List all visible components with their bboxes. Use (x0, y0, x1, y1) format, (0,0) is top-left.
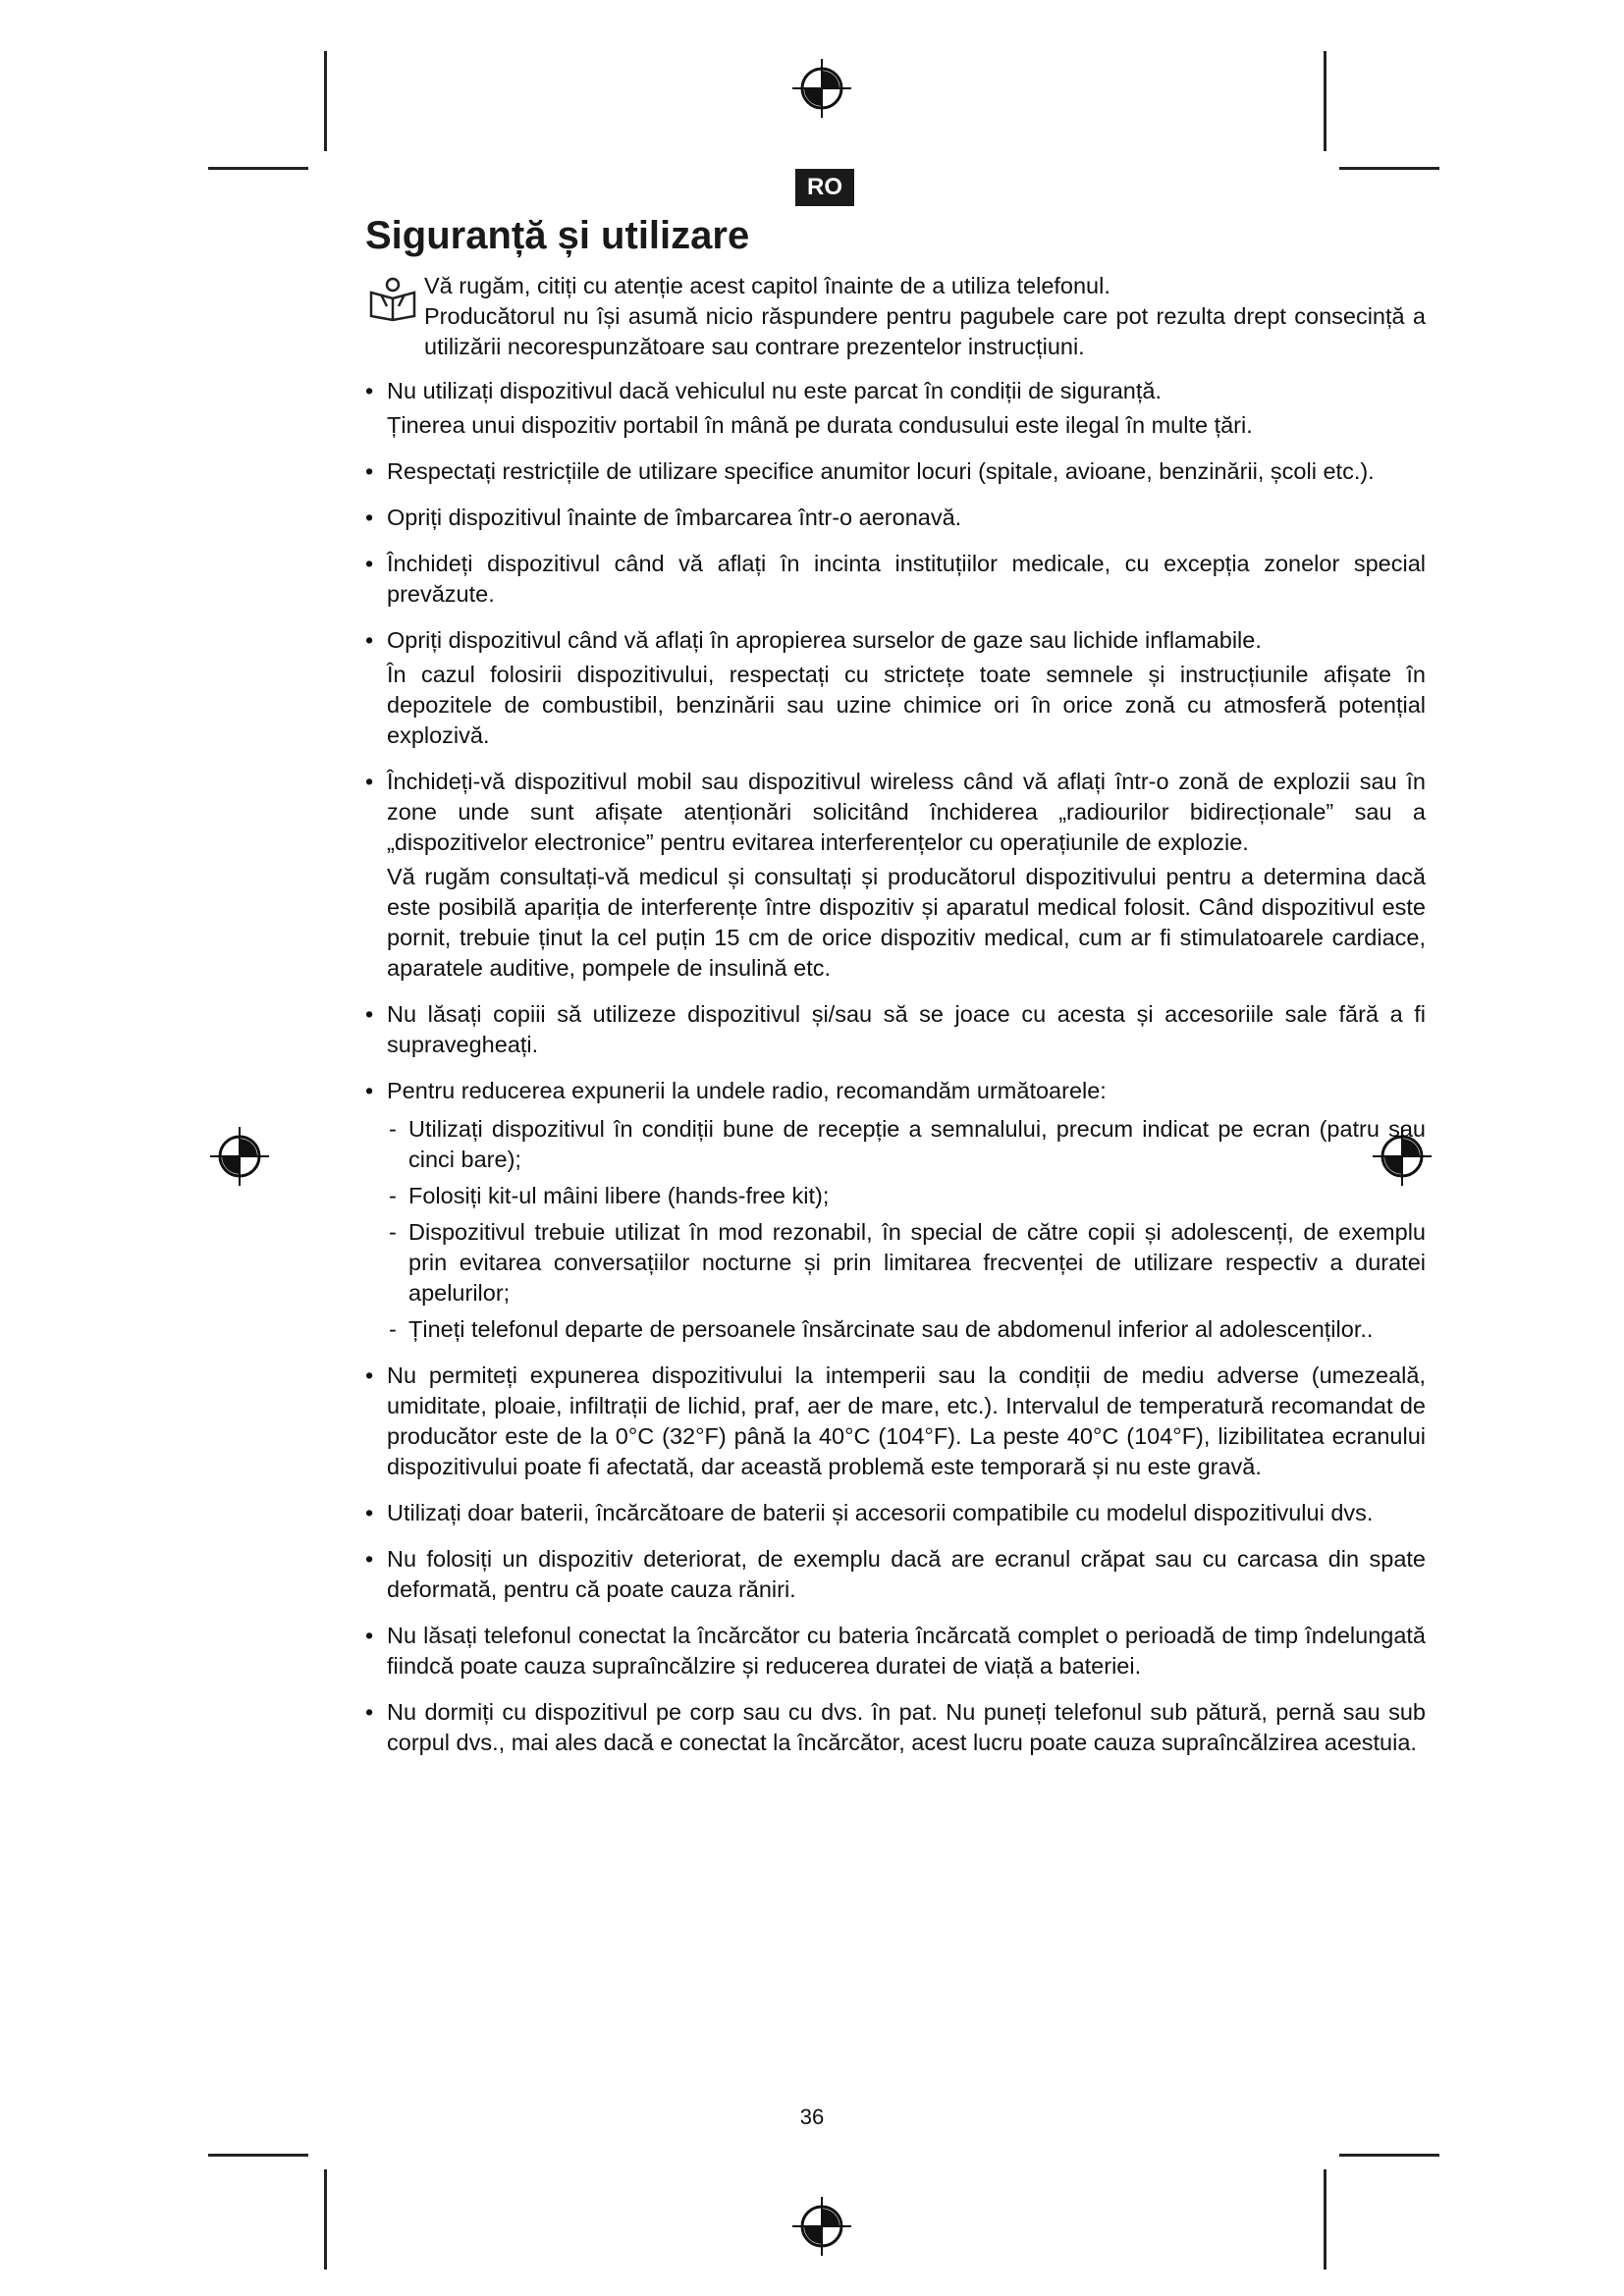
rule-text: În cazul folosirii dispozitivului, respectați cu strictețe toate semnele și instrucțiunile afișate în depozitele de combustibil, benzinării sau uzine chimice ori în orice zonă cu atmosferă potențial explozivă. (387, 662, 1426, 748)
page-title: Siguranță și utilizare (365, 214, 750, 257)
rule-item (365, 549, 1426, 610)
rule-item (365, 1076, 1426, 1345)
crop-mark-bottom-left-vertical (324, 2169, 327, 2269)
rule-sublist (387, 1114, 1426, 1345)
rule-item (365, 1544, 1426, 1605)
crop-mark-top-right-vertical (1324, 51, 1326, 151)
rule-text: Ținerea unui dispozitiv portabil în mână pe durata condusului este ilegal în multe țări. (387, 412, 1253, 438)
rule-text: • Nu lăsați copiii să utilizeze dispozitivul și/sau să se joace cu acesta și accesoriile sale fără a fi supravegheați. (387, 1001, 1426, 1057)
rule-text: • Opriți dispozitivul înainte de îmbarcarea într-o aeronavă. (387, 505, 962, 530)
rule-item (365, 1697, 1426, 1758)
rule-item (365, 1361, 1426, 1482)
crop-mark-top-left-vertical (324, 51, 327, 151)
crop-mark-top-right-horizontal (1339, 167, 1439, 170)
registration-mark-bottom-icon (790, 2195, 853, 2258)
rule-text: • Nu utilizați dispozitivul dacă vehiculul nu este parcat în condiții de siguranță. (387, 378, 1162, 403)
registration-mark-left-icon (208, 1125, 271, 1188)
rule-subitem: - Folosiți kit-ul mâini libere (hands-free kit); (387, 1181, 1426, 1211)
rule-text: • Respectați restricțiile de utilizare specifice anumitor locuri (spitale, avioane, benzinării, școli etc.). (387, 458, 1375, 484)
content (365, 271, 1426, 1774)
rule-text: • Nu lăsați telefonul conectat la încărcător cu bateria încărcată complet o perioadă de timp îndelungată fiindcă poate cauza supraîncălzire și reducerea duratei de viață a bateriei. (387, 1623, 1426, 1679)
rule-text: • Închideți-vă dispozitivul mobil sau dispozitivul wireless când vă aflați într-o zonă de explozii sau în zone unde sunt afișate atenționări solicitând închiderea „radiourilor bidirecționale” sau a „dispozitivelor electronice” pentru evitarea interferențelor cu operațiunile de explozie. (387, 769, 1426, 855)
rule-subitem: - Utilizați dispozitivul în condiții bune de recepție a semnalului, precum indicat pe ecran (patru sau cinci bare); (387, 1114, 1426, 1175)
crop-mark-top-left-horizontal (208, 167, 308, 170)
rule-subitem: - Țineți telefonul departe de persoanele însărcinate sau de abdomenul inferior al adolescenților.. (387, 1314, 1426, 1345)
rule-subitem: - Dispozitivul trebuie utilizat în mod rezonabil, în special de către copii și adolescenți, de exemplu prin evitarea conversațiilor nocturne și prin limitarea frecvenței de utilizare respectiv a duratei apelurilor; (387, 1217, 1426, 1308)
crop-mark-bottom-left-horizontal (208, 2154, 308, 2157)
intro-line: Vă rugăm, citiți cu atenție acest capitol înainte de a utiliza telefonul. (424, 273, 1110, 298)
rule-item (365, 456, 1426, 487)
rule-item (365, 767, 1426, 984)
intro-text: Producătorul nu își asumă nicio răspundere pentru pagubele care pot rezulta drept consecință a utilizării necorespunzătoare sau contrare prezentelor instrucțiuni. (424, 303, 1426, 359)
page-number: 36 (799, 2105, 825, 2129)
rule-text: Vă rugăm consultați-vă medicul și consultați și producătorul dispozitivului pentru a determina dacă este posibilă apariția de interferențe între dispozitiv și aparatul medical folosit. Când dispozitivul este pornit, trebuie ținut la cel puțin 15 cm de orice dispozitiv medical, cum ar fi stimulatoarele cardiace, aparatele auditive, pompele de insulină etc. (387, 864, 1426, 981)
rule-text: • Opriți dispozitivul când vă aflați în apropierea surselor de gaze sau lichide inflamabile. (387, 627, 1262, 653)
rule-text: • Închideți dispozitivul când vă aflați în incinta instituțiilor medicale, cu excepția zonelor special prevăzute. (387, 551, 1426, 607)
rule-text: • Nu permiteți expunerea dispozitivului la intemperii sau la condiții de mediu adverse (umezeală, umiditate, ploaie, infiltrații de lichid, praf, aer de mare, etc.). Intervalul de temperatură recomandat de producător este de la 0°C (32°F) până la 40°C (104°F). La peste 40°C (104°F), lizibilitatea ecranului dispozitivului poate fi afectată, dar această problemă este temporară și nu este gravă. (387, 1362, 1426, 1479)
rule-text: • Pentru reducerea expunerii la undele radio, recomandăm următoarele: (387, 1078, 1107, 1103)
rule-text: • Utilizați doar baterii, încărcătoare de baterii și accesorii compatibile cu modelul dispozitivului dvs. (387, 1500, 1374, 1525)
rule-text: • Nu folosiți un dispozitiv deteriorat, de exemplu dacă are ecranul crăpat sau cu carcasa din spate deformată, pentru că poate cauza răniri. (387, 1546, 1426, 1602)
crop-mark-bottom-right-horizontal (1339, 2154, 1439, 2157)
rule-item (365, 1498, 1426, 1528)
intro-paragraph (424, 271, 1426, 362)
rule-item (365, 503, 1426, 533)
rule-item (365, 999, 1426, 1060)
safety-rules-list (365, 376, 1426, 1758)
crop-mark-bottom-right-vertical (1324, 2169, 1326, 2269)
rule-text: • Nu dormiți cu dispozitivul pe corp sau cu dvs. în pat. Nu puneți telefonul sub pătură, pernă sau sub corpul dvs., mai ales dacă e conectat la încărcător, acest lucru poate cauza supraîncălzirea acestuia. (387, 1699, 1426, 1755)
rule-item (365, 1621, 1426, 1682)
rule-item (365, 376, 1426, 441)
rule-item (365, 625, 1426, 751)
registration-mark-top-icon (790, 57, 853, 120)
language-badge: RO (795, 169, 854, 206)
